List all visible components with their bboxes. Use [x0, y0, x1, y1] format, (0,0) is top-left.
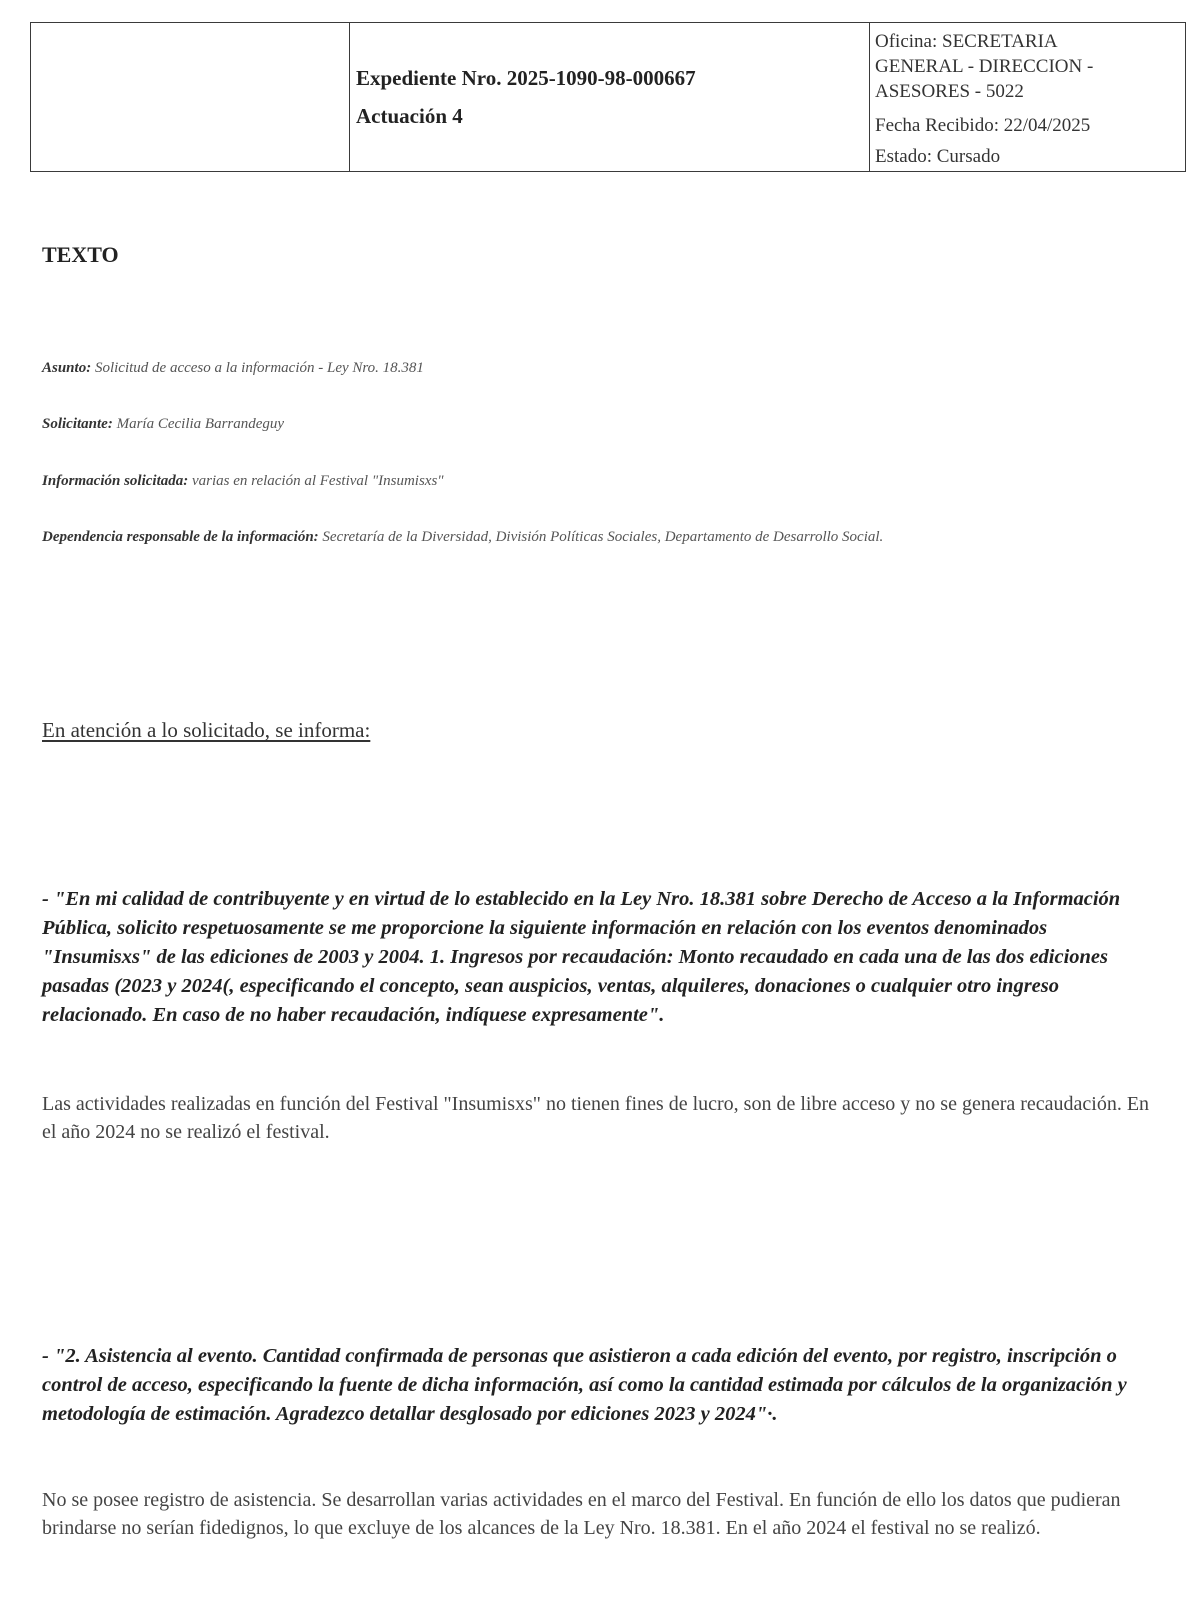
estado-text: Estado: Cursado: [875, 146, 1001, 167]
field-value: Secretaría de la Diversidad, División Políticas Sociales, Departamento de Desarrollo Social.: [318, 529, 884, 545]
field-dependencia: [42, 523, 1152, 551]
header-table: [30, 22, 1186, 172]
field-value: varias en relación al Festival "Insumisxs": [188, 473, 444, 489]
intro-text: En atención a lo solicitado, se informa:: [42, 718, 371, 742]
field-asunto: [42, 354, 1152, 382]
field-label: Información solicitada:: [42, 473, 189, 489]
field-solicitante: [42, 410, 1152, 438]
header-empty-cell: [31, 23, 350, 171]
field-label: Asunto:: [42, 360, 92, 376]
header-info-cell: [870, 23, 1185, 171]
question-1: - "En mi calidad de contribuyente y en virtud de lo establecido en la Ley Nro. 18.381 sobre Derecho de Acceso a la Información Pública, solicito respetuosamente se me proporcione la siguiente información en relación con los eventos denominados "Insumisxs" de las ediciones de 2003 y 2004. 1. Ingresos por recaudación: Monto recaudado en cada una de las dos ediciones pasadas (2023 y 2024(, especificando el concepto, sean auspicios, ventas, alquileres, donaciones o cualquier otro ingreso relacionado. En caso de no haber recaudación, indíquese expresamente".: [42, 888, 1121, 1026]
field-label: Solicitante:: [42, 416, 113, 432]
expediente-number: Expediente Nro. 2025-1090-98-000667: [356, 66, 696, 90]
section-title: TEXTO: [42, 242, 119, 267]
actuacion-number: Actuación 4: [356, 104, 463, 128]
field-label: Dependencia responsable de la información:: [42, 529, 319, 545]
field-informacion-solicitada: [42, 467, 1152, 495]
question-2: - "2. Asistencia al evento. Cantidad confirmada de personas que asistieron a cada edición del evento, por registro, inscripción o control de acceso, especificando la fuente de dicha información, así como la cantidad estimada por cálculos de la organización y metodología de estimación. Agradezco detallar desglosado por ediciones 2023 y 2024"·.: [42, 1345, 1127, 1425]
oficina-text: Oficina: SECRETARIA GENERAL - DIRECCION - ASESORES - 5022: [875, 31, 1094, 102]
answer-1: Las actividades realizadas en función del Festival "Insumisxs" no tienen fines de lucro, son de libre acceso y no se genera recaudación. En el año 2024 no se realizó el festival.: [42, 1093, 1150, 1143]
field-value: María Cecilia Barrandeguy: [112, 416, 285, 432]
answer-2: No se posee registro de asistencia. Se desarrollan varias actividades en el marco del Festival. En función de ello los datos que pudieran brindarse no serían fidedignos, lo que excluye de los alcances de la Ley Nro. 18.381. En el año 2024 el festival no se realizó.: [42, 1489, 1121, 1539]
fecha-recibido-text: Fecha Recibido: 22/04/2025: [875, 115, 1091, 136]
field-value: Solicitud de acceso a la información - Ley Nro. 18.381: [91, 360, 424, 376]
header-expediente-cell: [350, 23, 870, 171]
